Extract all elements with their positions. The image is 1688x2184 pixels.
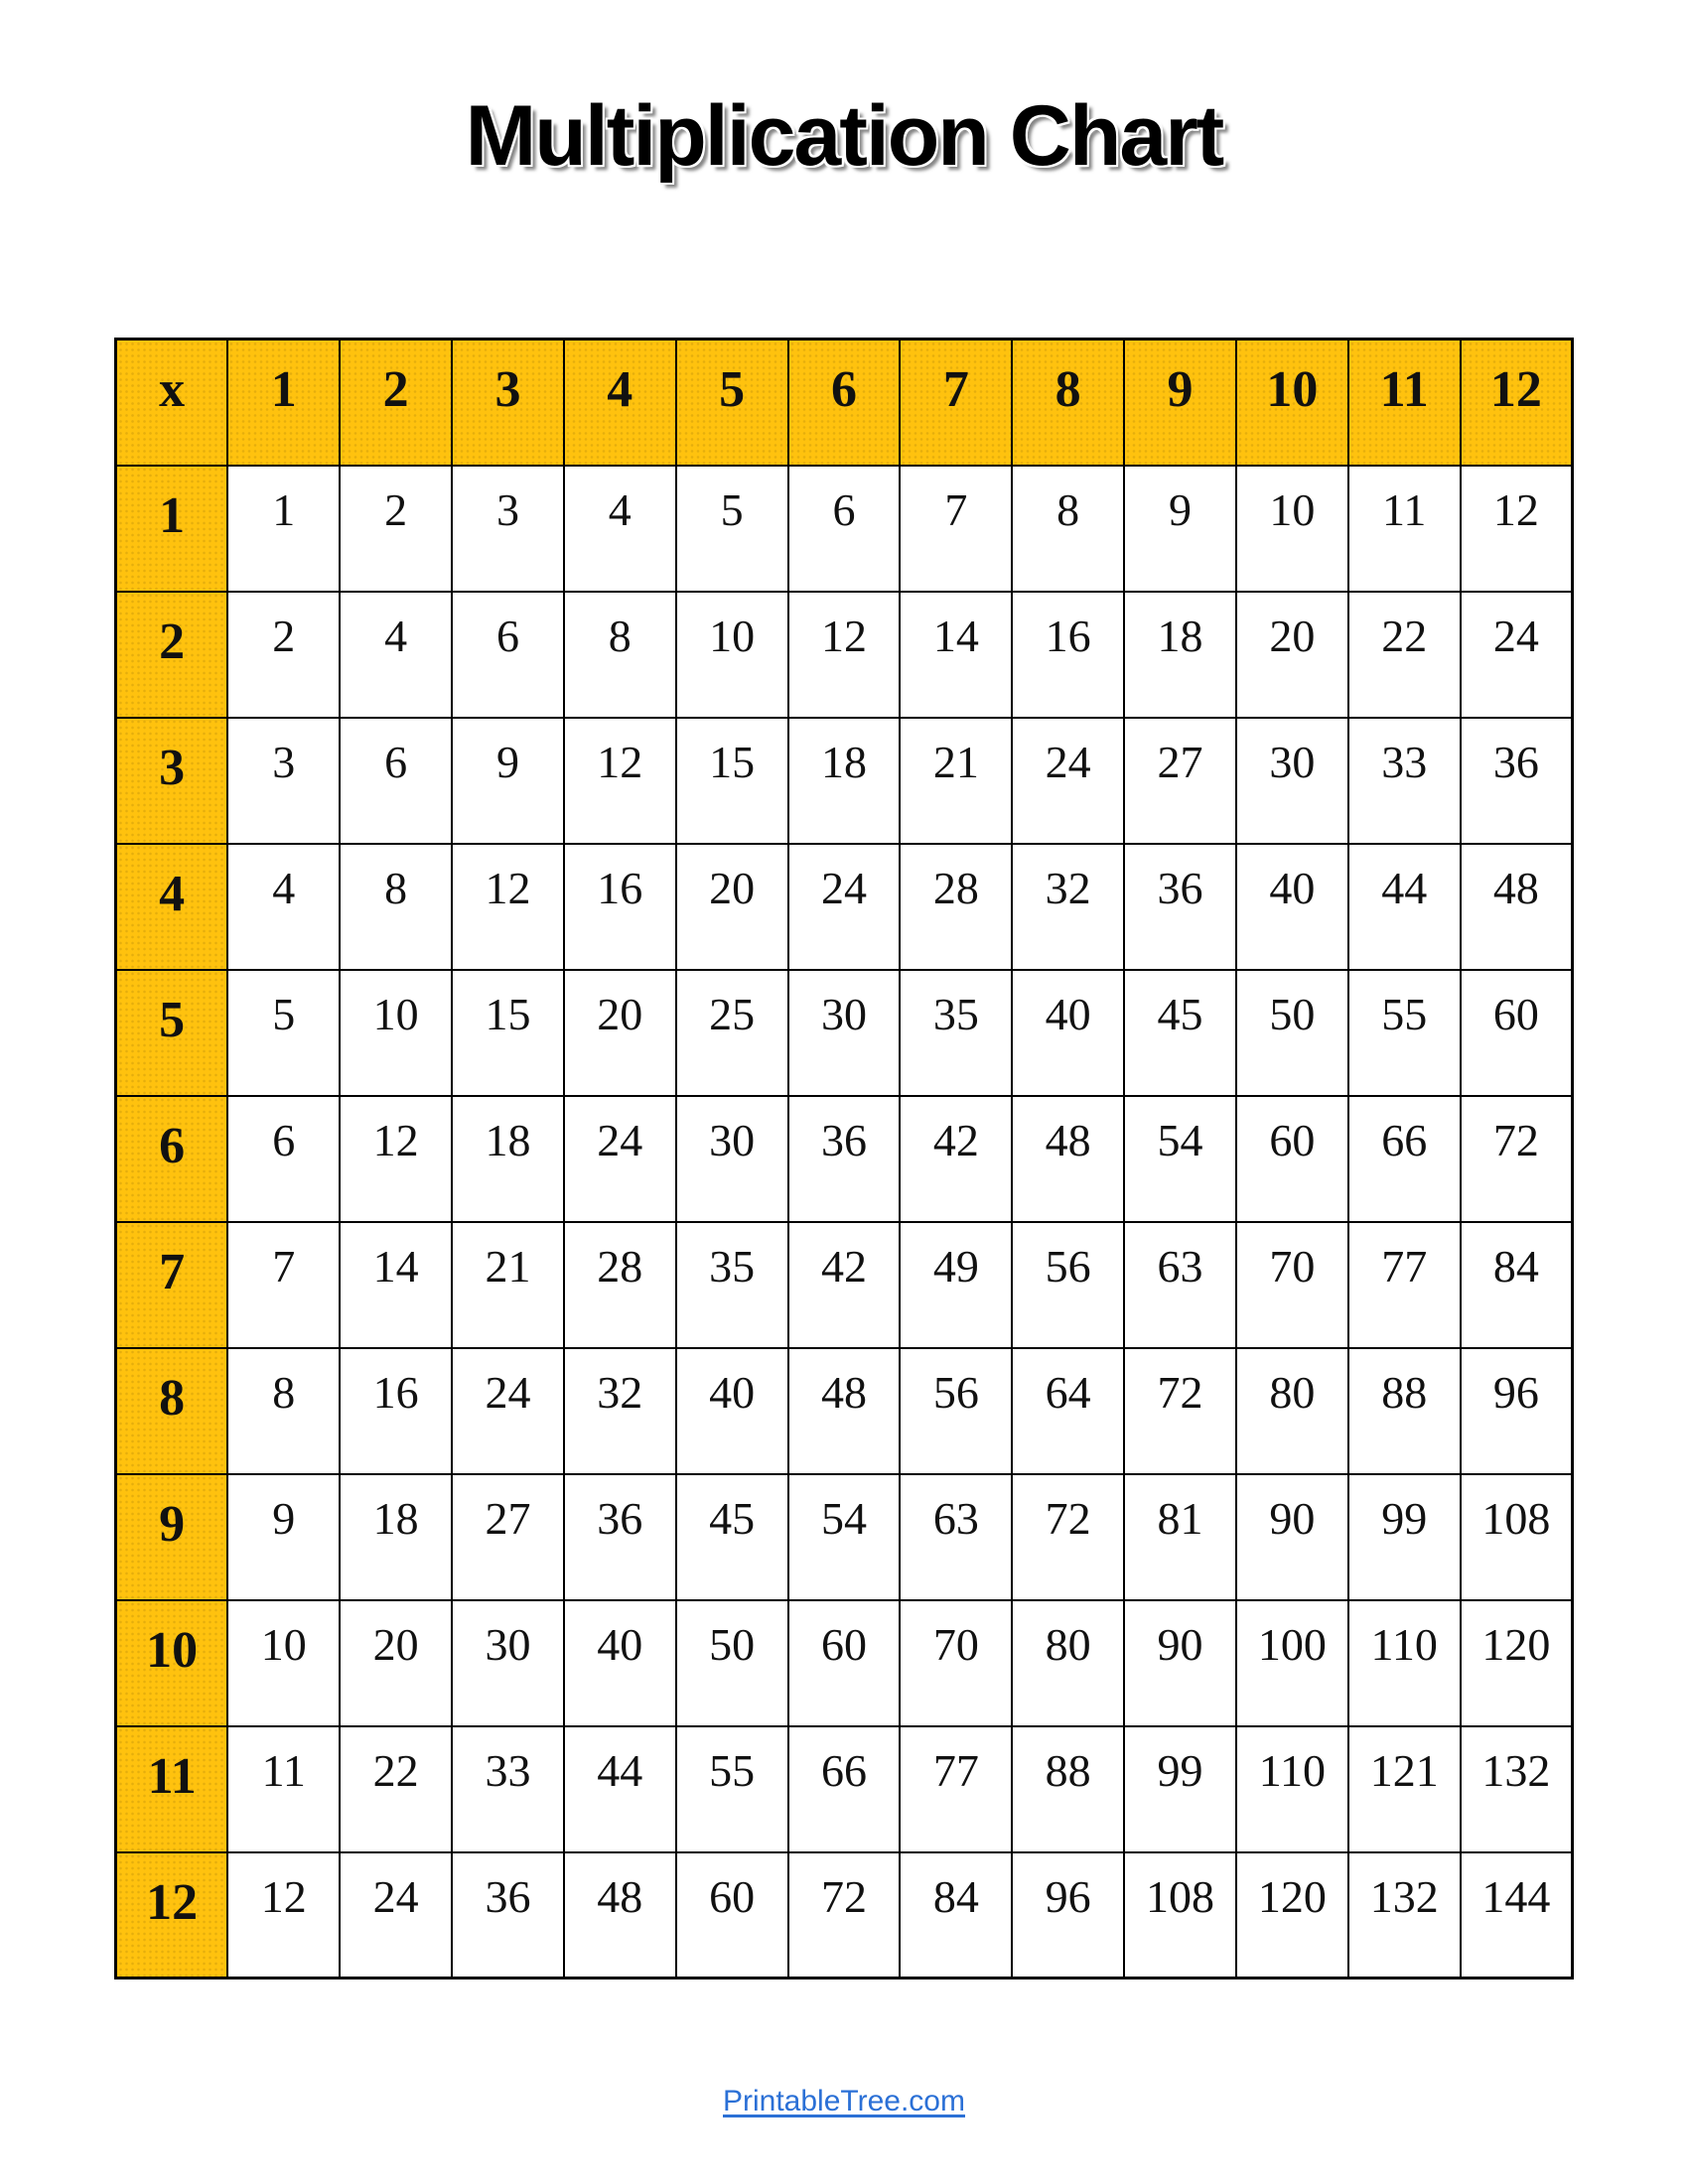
row-header: 2 [116,592,228,718]
product-cell: 48 [788,1348,901,1474]
table-row [116,718,1573,844]
product-cell: 80 [1012,1600,1124,1726]
product-cell: 1 [227,466,340,592]
table-row [116,466,1573,592]
product-cell: 9 [452,718,564,844]
product-cell: 40 [676,1348,788,1474]
product-cell: 72 [1461,1096,1573,1222]
product-cell: 42 [788,1222,901,1348]
table-body [116,466,1573,1979]
product-cell: 45 [676,1474,788,1600]
product-cell: 20 [340,1600,452,1726]
product-cell: 99 [1124,1726,1236,1852]
product-cell: 4 [564,466,676,592]
product-cell: 48 [1012,1096,1124,1222]
footer-link[interactable]: PrintableTree.com [723,2085,965,2117]
product-cell: 35 [900,970,1012,1096]
product-cell: 60 [1236,1096,1348,1222]
table-row [116,1600,1573,1726]
product-cell: 72 [1124,1348,1236,1474]
product-cell: 80 [1236,1348,1348,1474]
product-cell: 36 [452,1852,564,1979]
product-cell: 4 [227,844,340,970]
product-cell: 21 [900,718,1012,844]
column-header: 9 [1124,340,1236,466]
product-cell: 6 [452,592,564,718]
product-cell: 120 [1236,1852,1348,1979]
table-row [116,970,1573,1096]
product-cell: 10 [676,592,788,718]
row-header: 12 [116,1852,228,1979]
product-cell: 45 [1124,970,1236,1096]
product-cell: 11 [1348,466,1461,592]
product-cell: 90 [1124,1600,1236,1726]
product-cell: 2 [340,466,452,592]
product-cell: 24 [788,844,901,970]
product-cell: 88 [1012,1726,1124,1852]
product-cell: 10 [227,1600,340,1726]
product-cell: 9 [1124,466,1236,592]
product-cell: 35 [676,1222,788,1348]
product-cell: 121 [1348,1726,1461,1852]
product-cell: 77 [1348,1222,1461,1348]
product-cell: 3 [452,466,564,592]
product-cell: 18 [340,1474,452,1600]
product-cell: 48 [1461,844,1573,970]
product-cell: 22 [340,1726,452,1852]
column-header: 3 [452,340,564,466]
product-cell: 10 [340,970,452,1096]
product-cell: 56 [900,1348,1012,1474]
product-cell: 90 [1236,1474,1348,1600]
product-cell: 70 [900,1600,1012,1726]
column-header: 5 [676,340,788,466]
product-cell: 40 [1012,970,1124,1096]
product-cell: 22 [1348,592,1461,718]
row-header: 5 [116,970,228,1096]
corner-cell: x [116,340,228,466]
product-cell: 20 [1236,592,1348,718]
product-cell: 44 [564,1726,676,1852]
product-cell: 24 [340,1852,452,1979]
column-header: 10 [1236,340,1348,466]
product-cell: 6 [788,466,901,592]
product-cell: 50 [1236,970,1348,1096]
product-cell: 54 [1124,1096,1236,1222]
product-cell: 8 [1012,466,1124,592]
product-cell: 15 [676,718,788,844]
product-cell: 16 [564,844,676,970]
product-cell: 66 [1348,1096,1461,1222]
product-cell: 32 [1012,844,1124,970]
product-cell: 132 [1348,1852,1461,1979]
product-cell: 99 [1348,1474,1461,1600]
column-header: 12 [1461,340,1573,466]
row-header: 6 [116,1096,228,1222]
product-cell: 28 [900,844,1012,970]
product-cell: 48 [564,1852,676,1979]
product-cell: 4 [340,592,452,718]
product-cell: 108 [1461,1474,1573,1600]
product-cell: 88 [1348,1348,1461,1474]
product-cell: 6 [340,718,452,844]
product-cell: 24 [1461,592,1573,718]
product-cell: 33 [452,1726,564,1852]
row-header: 11 [116,1726,228,1852]
product-cell: 18 [452,1096,564,1222]
product-cell: 8 [340,844,452,970]
product-cell: 81 [1124,1474,1236,1600]
product-cell: 63 [900,1474,1012,1600]
product-cell: 12 [340,1096,452,1222]
product-cell: 28 [564,1222,676,1348]
product-cell: 7 [900,466,1012,592]
product-cell: 12 [227,1852,340,1979]
product-cell: 18 [1124,592,1236,718]
product-cell: 16 [340,1348,452,1474]
footer [0,2085,1688,2118]
product-cell: 8 [564,592,676,718]
row-header: 9 [116,1474,228,1600]
product-cell: 12 [1461,466,1573,592]
product-cell: 11 [227,1726,340,1852]
column-header: 7 [900,340,1012,466]
product-cell: 9 [227,1474,340,1600]
product-cell: 30 [452,1600,564,1726]
table-row [116,1096,1573,1222]
multiplication-table [114,338,1574,1979]
product-cell: 55 [676,1726,788,1852]
product-cell: 24 [1012,718,1124,844]
table-row [116,592,1573,718]
product-cell: 70 [1236,1222,1348,1348]
product-cell: 32 [564,1348,676,1474]
product-cell: 12 [564,718,676,844]
product-cell: 25 [676,970,788,1096]
product-cell: 60 [676,1852,788,1979]
column-header: 8 [1012,340,1124,466]
table-row [116,1726,1573,1852]
product-cell: 84 [900,1852,1012,1979]
product-cell: 66 [788,1726,901,1852]
product-cell: 72 [788,1852,901,1979]
product-cell: 36 [564,1474,676,1600]
product-cell: 20 [676,844,788,970]
product-cell: 56 [1012,1222,1124,1348]
product-cell: 84 [1461,1222,1573,1348]
product-cell: 72 [1012,1474,1124,1600]
product-cell: 54 [788,1474,901,1600]
column-header: 4 [564,340,676,466]
product-cell: 64 [1012,1348,1124,1474]
product-cell: 2 [227,592,340,718]
page-title: Multiplication Chart [465,88,1223,184]
product-cell: 63 [1124,1222,1236,1348]
product-cell: 110 [1348,1600,1461,1726]
product-cell: 36 [1124,844,1236,970]
product-cell: 100 [1236,1600,1348,1726]
product-cell: 6 [227,1096,340,1222]
product-cell: 27 [1124,718,1236,844]
product-cell: 24 [564,1096,676,1222]
product-cell: 49 [900,1222,1012,1348]
product-cell: 30 [1236,718,1348,844]
column-header: 11 [1348,340,1461,466]
product-cell: 36 [1461,718,1573,844]
row-header: 8 [116,1348,228,1474]
product-cell: 60 [788,1600,901,1726]
product-cell: 60 [1461,970,1573,1096]
product-cell: 96 [1012,1852,1124,1979]
table-row [116,844,1573,970]
product-cell: 12 [788,592,901,718]
product-cell: 132 [1461,1726,1573,1852]
product-cell: 16 [1012,592,1124,718]
product-cell: 15 [452,970,564,1096]
column-header: 1 [227,340,340,466]
product-cell: 10 [1236,466,1348,592]
product-cell: 36 [788,1096,901,1222]
product-cell: 55 [1348,970,1461,1096]
product-cell: 110 [1236,1726,1348,1852]
product-cell: 5 [676,466,788,592]
product-cell: 18 [788,718,901,844]
product-cell: 20 [564,970,676,1096]
column-header: 6 [788,340,901,466]
product-cell: 21 [452,1222,564,1348]
row-header: 7 [116,1222,228,1348]
product-cell: 5 [227,970,340,1096]
product-cell: 12 [452,844,564,970]
product-cell: 50 [676,1600,788,1726]
table-row [116,1348,1573,1474]
product-cell: 24 [452,1348,564,1474]
product-cell: 40 [1236,844,1348,970]
product-cell: 14 [340,1222,452,1348]
table-row [116,1222,1573,1348]
product-cell: 144 [1461,1852,1573,1979]
product-cell: 44 [1348,844,1461,970]
product-cell: 27 [452,1474,564,1600]
product-cell: 14 [900,592,1012,718]
product-cell: 108 [1124,1852,1236,1979]
row-header: 10 [116,1600,228,1726]
row-header: 1 [116,466,228,592]
row-header: 3 [116,718,228,844]
product-cell: 77 [900,1726,1012,1852]
header-row [116,340,1573,466]
product-cell: 42 [900,1096,1012,1222]
product-cell: 96 [1461,1348,1573,1474]
product-cell: 30 [788,970,901,1096]
table-row [116,1852,1573,1979]
table-row [116,1474,1573,1600]
product-cell: 8 [227,1348,340,1474]
row-header: 4 [116,844,228,970]
product-cell: 30 [676,1096,788,1222]
product-cell: 33 [1348,718,1461,844]
product-cell: 120 [1461,1600,1573,1726]
product-cell: 7 [227,1222,340,1348]
product-cell: 3 [227,718,340,844]
product-cell: 40 [564,1600,676,1726]
column-header: 2 [340,340,452,466]
